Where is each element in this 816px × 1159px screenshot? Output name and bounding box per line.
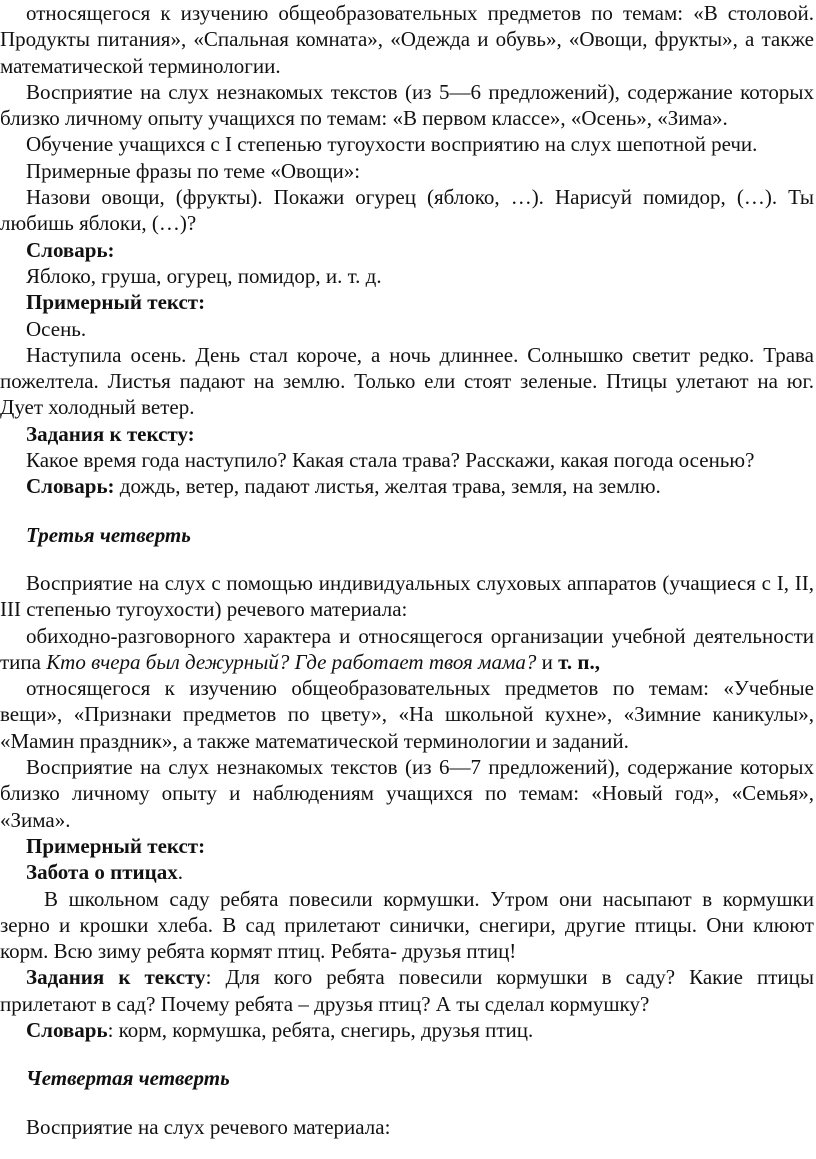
paragraph-subject-topics: относящегося к изучению общеобразовательных предметов по темам: «Учебные вещи», «Признаки предметов по цвету», «На школьной кухне», «Зимние каникулы», «Мамин праздник», а также математической терминологии и заданий.	[0, 676, 814, 753]
sample-text-body-1: Наступила осень. День стал короче, а ночь длиннее. Солнышко светит редко. Трава пожелтела. Листья падают на землю. Только ели стоят зеленые. Птицы улетают на юг. Дует холодный ветер.	[0, 342, 814, 420]
sample-text-title-2	[0, 859, 816, 885]
tasks-heading-1-text: Задания к тексту:	[26, 421, 195, 446]
vocabulary-label-2: Словарь:	[26, 474, 115, 499]
tasks-questions-2: : Для кого ребята повесили кормушки в саду? Какие птицы прилетают в сад? Почему ребята – друзья птиц? А ты сделал кормушку?	[0, 965, 814, 1016]
vocabulary-paragraph-3	[0, 1017, 816, 1043]
sample-text-title-2-text: Забота о птицах	[26, 860, 178, 885]
sample-text-body-2: В школьном саду ребята повесили кормушки. Утром они насыпают в кормушки зерно и крошки хлеба. В сад прилетают синички, снегири, другие птицы. Они клюют корм. Всю зиму ребята кормят птиц. Ребята- друзья птиц!	[0, 886, 814, 964]
everyday-speech-etc: т. п.,	[558, 649, 600, 674]
everyday-speech-examples: Кто вчера был дежурный? Где работает твоя мама?	[46, 649, 537, 674]
everyday-speech-text: обиходно-разговорного характера и относящегося организации учебной деятельности типа	[0, 623, 814, 674]
vocabulary-label-3: Словарь	[26, 1017, 108, 1042]
sample-text-heading-1	[0, 289, 816, 315]
third-quarter-heading: Третья четверть	[26, 522, 191, 547]
paragraph-sample-phrases-heading: Примерные фразы по теме «Овощи»:	[26, 158, 361, 183]
everyday-speech-and: и	[536, 649, 559, 674]
vocabulary-paragraph-2	[0, 473, 816, 499]
vocabulary-list-1: Яблоко, груша, огурец, помидор, и. т. д.	[26, 263, 382, 288]
sample-text-heading-2-text: Примерный текст:	[26, 833, 206, 858]
sample-text-heading-2	[0, 833, 816, 859]
paragraph-everyday-speech	[0, 623, 816, 676]
paragraph-unfamiliar-texts-2: Восприятие на слух незнакомых текстов (из 6—7 предложений), содержание которых близко личному опыту и наблюдениям учащихся по темам: «Новый год», «Семья», «Зима».	[0, 755, 814, 832]
tasks-label-2: Задания к тексту	[26, 965, 206, 990]
vocabulary-heading-1	[0, 237, 816, 263]
paragraph-speech-material: Восприятие на слух речевого материала:	[26, 1114, 391, 1139]
paragraph-hearing-aids: Восприятие на слух с помощью индивидуальных слуховых аппаратов (учащиеся с I, II, III степенью тугоухости) речевого материала:	[0, 570, 814, 622]
fourth-quarter-heading: Четвертая четверть	[26, 1066, 230, 1091]
vocabulary-heading-1-text: Словарь:	[26, 237, 115, 262]
tasks-paragraph-2	[0, 964, 816, 1017]
sample-text-title-1: Осень.	[26, 316, 87, 341]
sample-text-heading-1-text: Примерный текст:	[26, 290, 206, 315]
vocabulary-words-3: : корм, кормушка, ребята, снегирь, друзья птиц.	[107, 1017, 534, 1042]
paragraph-whisper-training: Обучение учащихся с I степенью тугоухости восприятию на слух шепотной речи.	[26, 132, 758, 157]
vocabulary-words-2: дождь, ветер, падают листья, желтая трава, земля, на землю.	[114, 474, 661, 499]
sample-text-title-2-dot: .	[177, 860, 183, 885]
paragraph-unfamiliar-texts-1: Восприятие на слух незнакомых текстов (из 5—6 предложений), содержание которых близко личному опыту учащихся по темам: «В первом классе», «Осень», «Зима».	[0, 79, 814, 131]
paragraph-sample-phrases: Назови овощи, (фрукты). Покажи огурец (яблоко, …). Нарисуй помидор, (…). Ты любишь яблоки, (…)?	[0, 185, 814, 236]
paragraph-topics-intro: относящегося к изучению общеобразовательных предметов по темам: «В столовой. Продукты питания», «Спальная комната», «Одежда и обувь», «Овощи, фрукты», а также математической терминологии.	[0, 1, 814, 78]
tasks-heading-1	[0, 421, 816, 447]
tasks-questions-1: Какое время года наступило? Какая стала трава? Расскажи, какая погода осенью?	[26, 448, 755, 473]
